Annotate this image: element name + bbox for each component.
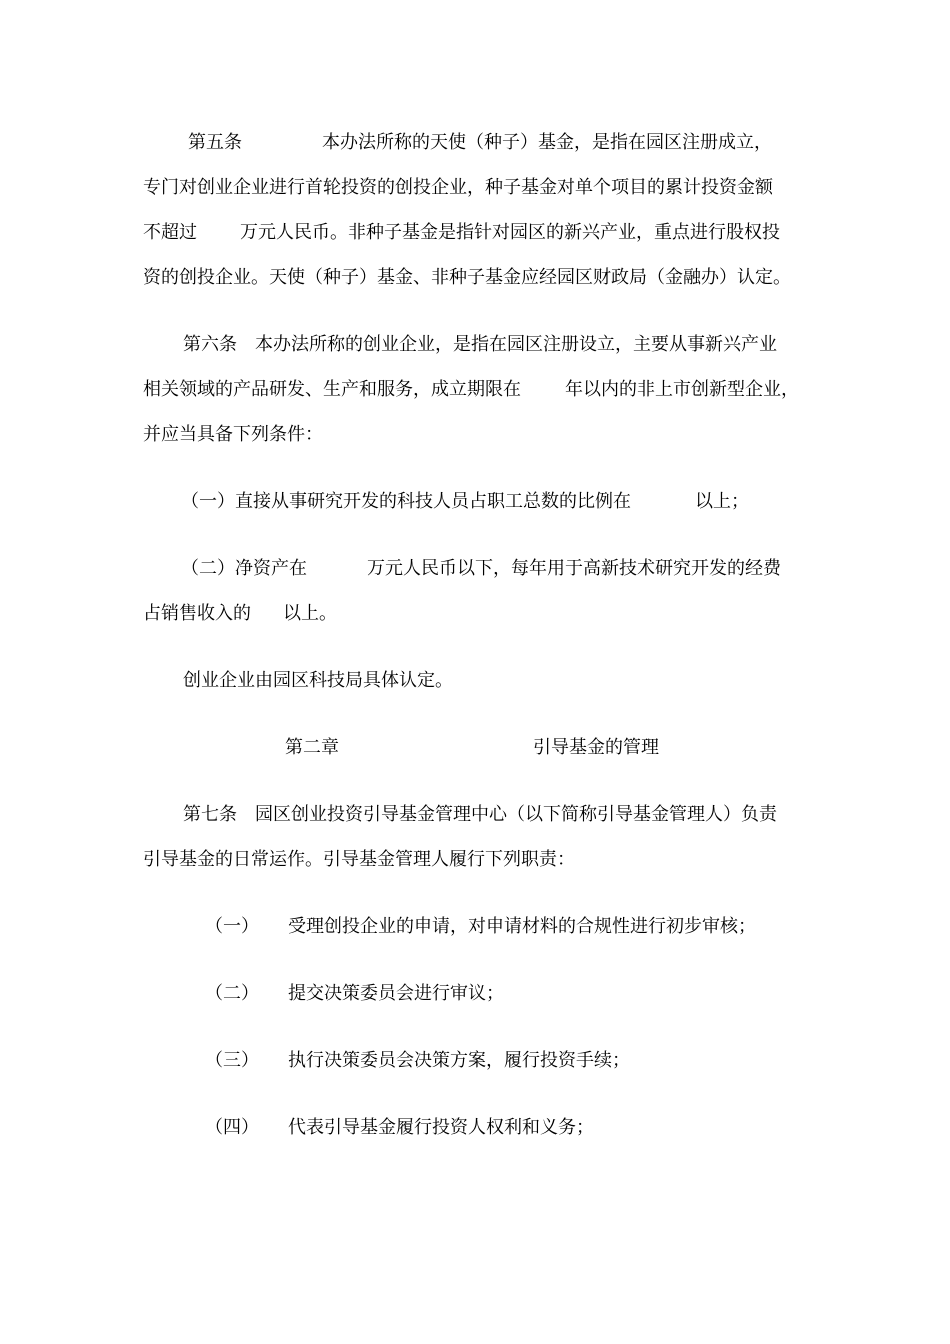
article-5-text-line-3a: 不超过 (143, 222, 197, 243)
condition-1-text-a: （一）直接从事研究开发的科技人员占职工总数的比例在 (181, 491, 631, 512)
condition-2-line-2a: 占销售收入的 (143, 603, 251, 624)
duty-3-number: （三） (205, 1050, 259, 1071)
article-5-text-line-4: 资的创投企业。天使（种子）基金、非种子基金应经园区财政局（金融办）认定。 (143, 267, 791, 288)
article-6-text-line-1: 第六条 本办法所称的创业企业，是指在园区注册设立，主要从事新兴产业 (183, 334, 777, 355)
article-7-text-line-2: 引导基金的日常运作。引导基金管理人履行下列职责： (143, 849, 575, 870)
article-7-text-line-1: 第七条 园区创业投资引导基金管理中心（以下简称引导基金管理人）负责 (183, 804, 777, 825)
article-6-text-line-2b: 年以内的非上市创新型企业， (565, 379, 799, 400)
article-6-text-line-2a: 相关领域的产品研发、生产和服务，成立期限在 (143, 379, 521, 400)
chapter-title: 引导基金的管理 (533, 737, 659, 758)
article-5-text-line-3b: 万元人民币。非种子基金是指针对园区的新兴产业，重点进行股权投 (240, 222, 780, 243)
article-5-text-line-2: 专门对创业企业进行首轮投资的创投企业，种子基金对单个项目的累计投资金额 (143, 177, 773, 198)
duty-2-number: （二） (205, 983, 259, 1004)
duty-3-text: 执行决策委员会决策方案，履行投资手续； (288, 1050, 630, 1071)
condition-2-text-b: 万元人民币以下，每年用于高新技术研究开发的经费 (367, 558, 781, 579)
chapter-number: 第二章 (285, 737, 339, 758)
article-6-text-line-3: 并应当具备下列条件： (143, 424, 323, 445)
condition-2-text-a: （二）净资产在 (181, 558, 307, 579)
startup-recognition-note: 创业企业由园区科技局具体认定。 (183, 670, 453, 691)
article-5-text-line-1: 本办法所称的天使（种子）基金，是指在园区注册成立， (322, 132, 772, 153)
duty-2-text: 提交决策委员会进行审议； (288, 983, 504, 1004)
condition-1-text-b: 以上； (695, 491, 749, 512)
duty-1-number: （一） (205, 916, 259, 937)
duty-4-text: 代表引导基金履行投资人权利和义务； (288, 1117, 594, 1138)
article-5-number: 第五条 (188, 132, 242, 153)
duty-4-number: （四） (205, 1117, 259, 1138)
condition-2-line-2b: 以上。 (283, 603, 337, 624)
duty-1-text: 受理创投企业的申请，对申请材料的合规性进行初步审核； (288, 916, 756, 937)
